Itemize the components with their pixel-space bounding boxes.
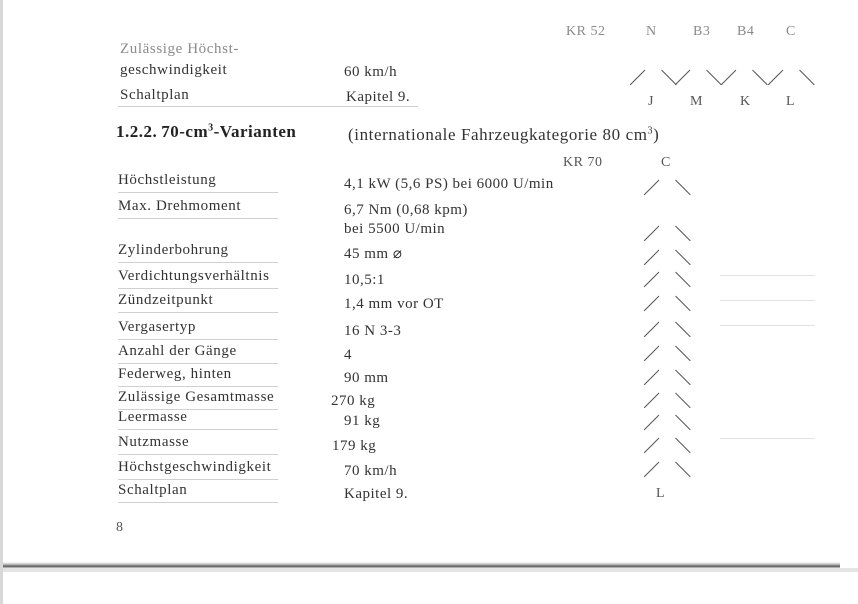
spec-row-value: 70 km/h	[344, 463, 398, 479]
section-subtitle-sup: 3	[647, 125, 654, 137]
row-underline	[118, 386, 278, 387]
cross-mark-icon	[659, 250, 675, 266]
col-header-kr70: KR 70	[563, 155, 603, 170]
spec-row-value: 4,1 kW (5,6 PS) bei 6000 U/min	[344, 176, 554, 192]
cross-mark-icon	[659, 438, 675, 454]
top-row-value-2: Kapitel 9.	[346, 89, 411, 105]
spec-row-label: Zündzeitpunkt	[118, 292, 214, 308]
top-row-value-1: 60 km/h	[344, 64, 398, 80]
page-number: 8	[116, 520, 123, 535]
top-row-label-2: Schaltplan	[120, 87, 190, 103]
row-underline	[118, 429, 278, 430]
spec-row-value: 16 N 3-3	[344, 323, 402, 339]
row-underline	[118, 218, 278, 219]
section-number: 1.2.2.	[116, 122, 158, 141]
final-diagram-letter-l: L	[656, 486, 666, 501]
cross-mark-icon	[690, 70, 706, 86]
spec-row-value-line2: bei 5500 U/min	[344, 221, 446, 237]
spec-row-value: 10,5:1	[344, 272, 385, 288]
diagram-letter-m: M	[690, 94, 703, 109]
col-header-c2: C	[661, 155, 671, 170]
row-underline	[118, 312, 278, 313]
spec-row-value: 91 kg	[344, 413, 381, 429]
cross-mark-icon	[736, 70, 752, 86]
col-header-b3: B3	[693, 24, 711, 39]
cross-mark-icon	[659, 393, 675, 409]
cross-mark-icon	[645, 70, 661, 86]
column-rule	[720, 275, 815, 276]
spec-row-label: Zylinderbohrung	[118, 242, 229, 258]
column-rule	[720, 438, 815, 439]
spec-row-label: Verdichtungsverhältnis	[118, 268, 270, 284]
spec-row-value: 4	[344, 347, 352, 363]
cross-mark-icon	[659, 322, 675, 338]
cross-mark-icon	[659, 226, 675, 242]
page-edge	[0, 568, 858, 572]
spec-row-label: Max. Drehmoment	[118, 198, 242, 214]
column-rule	[720, 300, 815, 301]
spec-row-value: Kapitel 9.	[344, 486, 409, 502]
divider	[118, 106, 418, 107]
spec-row-label: Höchstgeschwindigkeit	[118, 459, 272, 475]
section-title	[161, 122, 296, 141]
spec-row-label: Nutzmasse	[118, 434, 190, 450]
diagram-letter-k: K	[740, 94, 751, 109]
row-underline	[118, 479, 278, 480]
row-underline	[118, 363, 278, 364]
col-header-b4: B4	[737, 24, 755, 39]
spec-row-label: Anzahl der Gänge	[118, 343, 237, 359]
col-header-n: N	[646, 24, 657, 39]
cross-mark-icon	[659, 180, 675, 196]
section-title-post: -Varianten	[213, 122, 297, 141]
spec-row-label: Höchstleistung	[118, 172, 217, 188]
cross-mark-icon	[659, 346, 675, 362]
page-left-edge	[0, 0, 3, 604]
spec-row-label: Vergasertyp	[118, 319, 196, 335]
row-underline	[118, 502, 278, 503]
spec-row-label: Zulässige Gesamtmasse	[118, 389, 275, 405]
spec-row-value: 179 kg	[332, 438, 377, 454]
spec-row-label: Schaltplan	[118, 482, 188, 498]
cross-mark-icon	[659, 415, 675, 431]
diagram-letter-j: J	[648, 94, 654, 109]
row-underline	[118, 262, 278, 263]
col-header-kr52: KR 52	[566, 24, 606, 39]
section-subtitle-pre: (internationale Fahrzeugkategorie 80 cm	[348, 125, 648, 144]
top-row-label-1a: Zulässige Höchst-	[120, 41, 239, 57]
col-header-c: C	[786, 24, 796, 39]
section-subtitle	[348, 126, 659, 143]
spec-row-value: 6,7 Nm (0,68 kpm)	[344, 202, 468, 218]
section-subtitle-post: )	[653, 125, 660, 144]
cross-mark-icon	[659, 296, 675, 312]
section-title-pre: 70-cm	[161, 122, 209, 141]
top-row-label-1b: geschwindigkeit	[120, 62, 228, 78]
spec-row-value: 270 kg	[331, 393, 376, 409]
spec-row-value: 90 mm	[344, 370, 389, 386]
cross-mark-icon	[659, 272, 675, 288]
diagram-letter-l: L	[786, 94, 796, 109]
spec-row-value: 1,4 mm vor OT	[344, 296, 444, 312]
column-rule	[720, 325, 815, 326]
spec-row-value: 45 mm ⌀	[344, 246, 403, 262]
row-underline	[118, 339, 278, 340]
row-underline	[118, 454, 278, 455]
cross-mark-icon	[659, 462, 675, 478]
spec-row-label: Leermasse	[118, 409, 188, 425]
row-underline	[118, 288, 278, 289]
row-underline	[118, 192, 278, 193]
cross-mark-icon	[783, 70, 799, 86]
cross-mark-icon	[659, 370, 675, 386]
section-heading	[116, 123, 296, 141]
section-title-sup: 3	[208, 122, 214, 134]
spec-row-label: Federweg, hinten	[118, 366, 232, 382]
